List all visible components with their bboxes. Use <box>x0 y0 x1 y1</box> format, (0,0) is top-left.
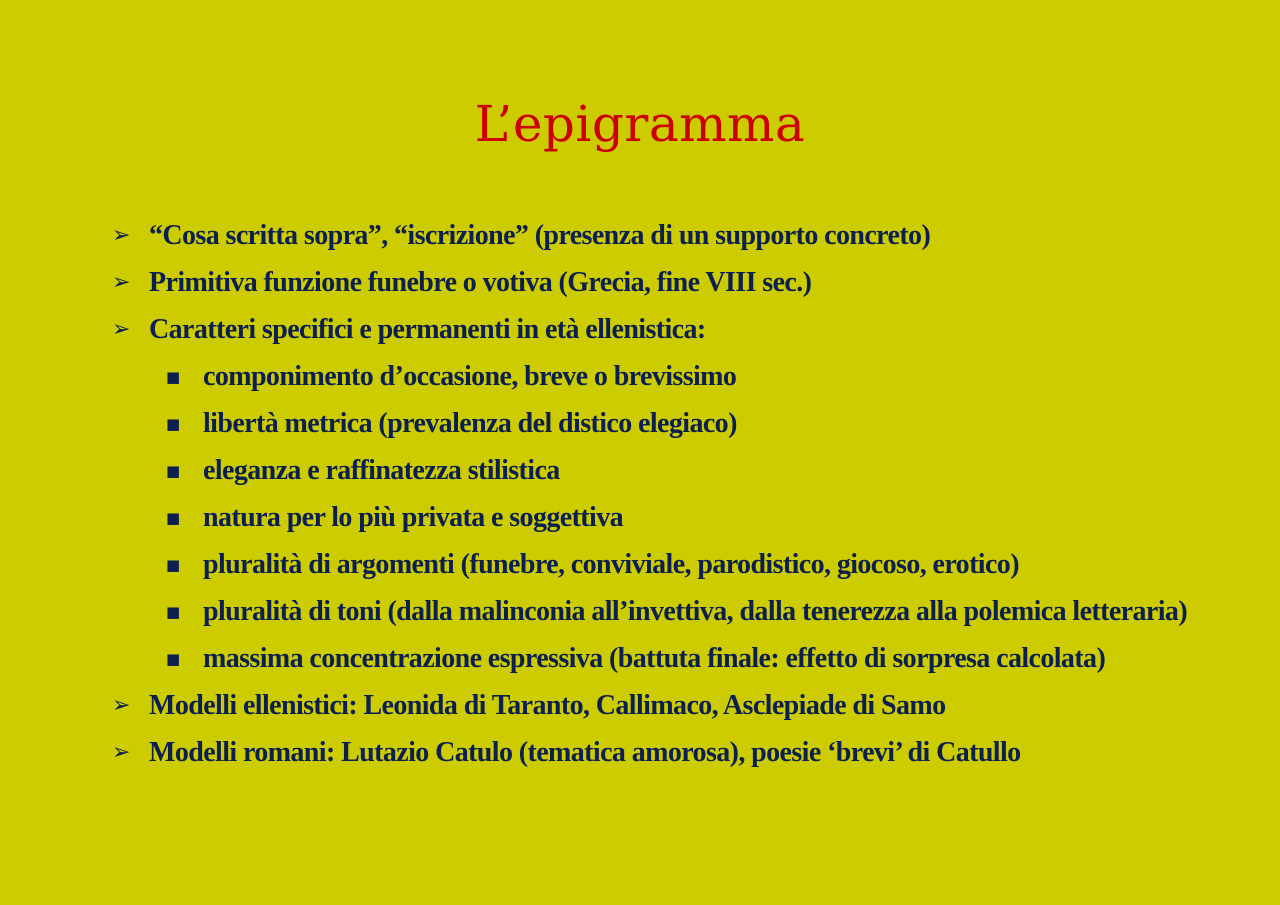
list-item-text: massima concentrazione espressiva (battuta finale: effetto di sorpresa calcolata) <box>203 643 1106 674</box>
list-item-text: libertà metrica (prevalenza del distico elegiaco) <box>203 408 737 439</box>
square-bullet-icon: ■ <box>166 509 180 527</box>
arrow-bullet-icon: ➢ <box>112 740 130 765</box>
arrow-bullet-icon: ➢ <box>112 317 130 342</box>
square-bullet-icon: ■ <box>166 368 180 386</box>
list-item-text: eleganza e raffinatezza stilistica <box>203 455 560 486</box>
sub-list-item <box>166 406 1222 442</box>
list-item <box>112 312 1222 348</box>
list-item-text: Primitiva funzione funebre o votiva (Grecia, fine VIII sec.) <box>149 267 812 298</box>
arrow-bullet-icon: ➢ <box>112 223 130 248</box>
square-bullet-icon: ■ <box>166 556 180 574</box>
list-item-text: natura per lo più privata e soggettiva <box>203 502 624 533</box>
sub-list-item <box>166 500 1222 536</box>
list-item <box>112 735 1222 771</box>
list-item-text: “Cosa scritta sopra”, “iscrizione” (presenza di un supporto concreto) <box>149 220 931 251</box>
slide-title: L’epigramma <box>474 95 806 153</box>
list-item <box>112 218 1222 254</box>
square-bullet-icon: ■ <box>166 650 180 668</box>
list-item-text: Modelli romani: Lutazio Catulo (tematica amorosa), poesie ‘brevi’ di Catullo <box>149 737 1021 768</box>
list-item <box>112 688 1222 724</box>
arrow-bullet-icon: ➢ <box>112 270 130 295</box>
list-item-text: Modelli ellenistici: Leonida di Taranto, Callimaco, Asclepiade di Samo <box>149 690 946 721</box>
list-item-text: componimento d’occasione, breve o brevissimo <box>203 361 737 392</box>
square-bullet-icon: ■ <box>166 415 180 433</box>
sub-list-item <box>166 594 1222 630</box>
list-item-text: pluralità di toni (dalla malinconia all’invettiva, dalla tenerezza alla polemica letteraria) <box>203 596 1188 627</box>
sub-list-item <box>166 641 1222 677</box>
sub-list-item <box>166 453 1222 489</box>
bullet-list <box>112 218 1222 782</box>
sub-list-item <box>166 547 1222 583</box>
list-item-text: pluralità di argomenti (funebre, conviviale, parodistico, giocoso, erotico) <box>203 549 1019 580</box>
square-bullet-icon: ■ <box>166 603 180 621</box>
sub-list-item <box>166 359 1222 395</box>
list-item <box>112 265 1222 301</box>
square-bullet-icon: ■ <box>166 462 180 480</box>
list-item-text: Caratteri specifici e permanenti in età ellenistica: <box>149 314 706 345</box>
arrow-bullet-icon: ➢ <box>112 693 130 718</box>
